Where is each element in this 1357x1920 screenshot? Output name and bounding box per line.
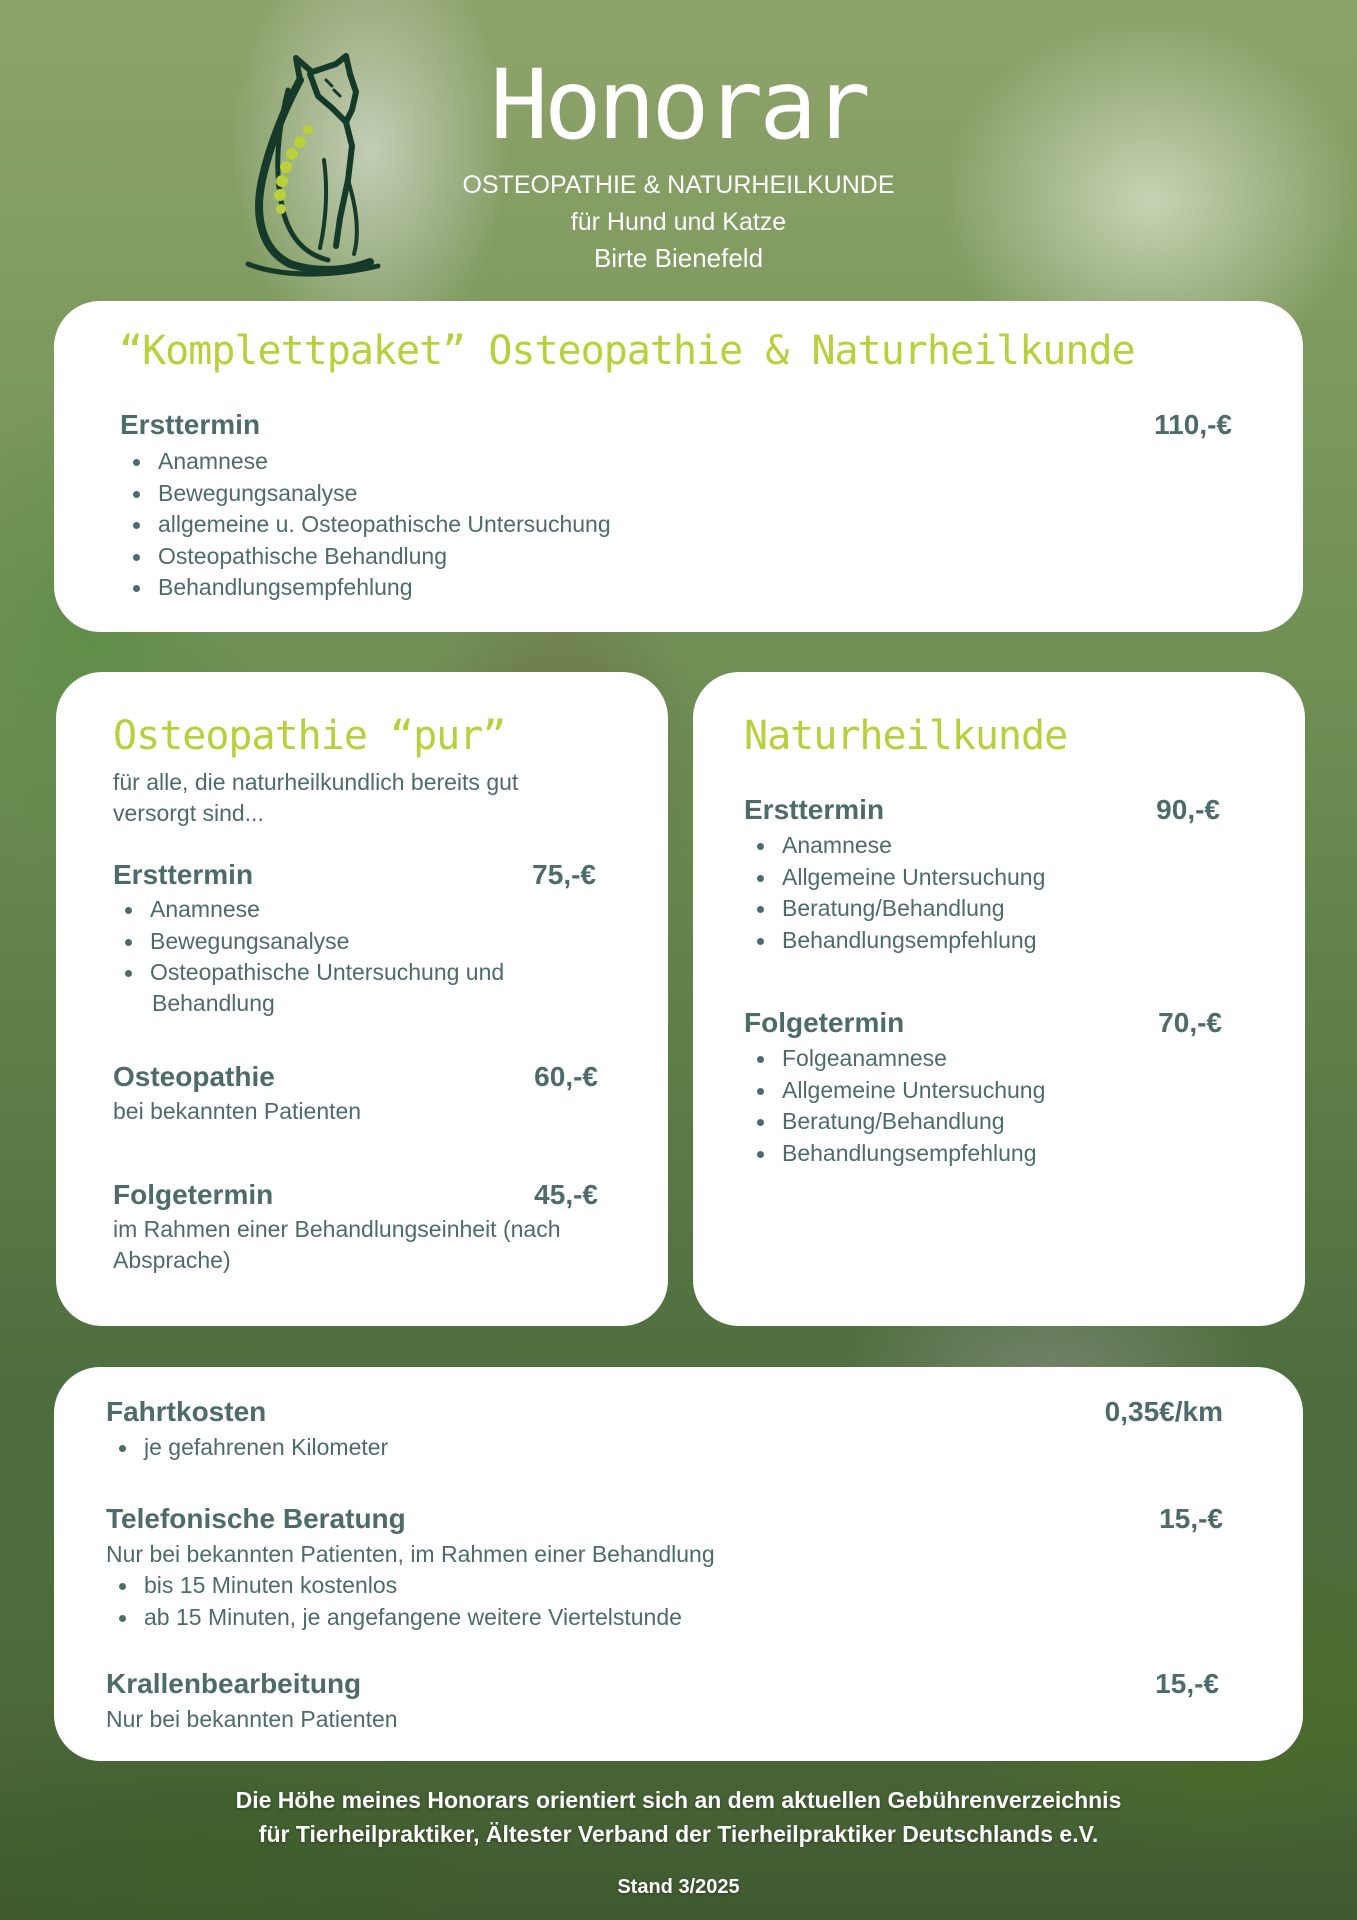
osteo-ersttermin-price: 75,-€ [532,859,596,890]
komplett-ersttermin-label: Ersttermin [120,409,261,440]
krallen-price: 15,-€ [1155,1668,1219,1699]
natur-ersttermin-price: 90,-€ [1156,794,1220,825]
list-item: bis 15 Minuten kostenlos [106,1570,682,1602]
osteo-ersttermin-list [112,894,504,989]
naturheilkunde-title: Naturheilkunde [744,713,1068,759]
list-item: Beratung/Behandlung [744,893,1045,925]
osteo-intro-line-1: für alle, die naturheilkundlich bereits gut [113,769,519,795]
naturheilkunde-card [693,672,1305,1326]
list-item: allgemeine u. Osteopathische Untersuchung [120,509,611,541]
extras-card [54,1367,1303,1761]
telefon-list [106,1570,682,1633]
telefon-price: 15,-€ [1159,1503,1223,1534]
list-item: Behandlungsempfehlung [120,572,611,604]
natur-folgetermin-price: 70,-€ [1158,1007,1222,1038]
list-item: ab 15 Minuten, je angefangene weitere Viertelstunde [106,1602,682,1634]
osteopathie-pur-title: Osteopathie “pur” [113,713,506,759]
natur-ersttermin-list [744,830,1045,956]
footer-stand: Stand 3/2025 [617,1876,740,1898]
list-item: Anamnese [744,830,1045,862]
osteo-osteopathie-price: 60,-€ [534,1061,598,1092]
footer-line-2: für Tierheilpraktiker, Ältester Verband der Tierheilpraktiker Deutschlands e.V. [258,1821,1099,1847]
krallen-label: Krallenbearbeitung [106,1668,362,1699]
komplettpaket-title: “Komplettpaket” Osteopathie & Naturheilkunde [119,328,1135,374]
osteo-folgetermin-note-2: Absprache) [113,1247,231,1273]
page-tagline: für Hund und Katze [570,208,787,236]
list-item: Anamnese [120,446,611,478]
list-item: Folgeanamnese [744,1043,1045,1075]
osteo-ersttermin-list-continuation: Behandlung [152,990,275,1016]
list-item: Allgemeine Untersuchung [744,862,1045,894]
telefon-label: Telefonische Beratung [106,1503,406,1534]
komplettpaket-card [54,301,1303,632]
osteo-folgetermin-price: 45,-€ [534,1179,598,1210]
list-item: Allgemeine Untersuchung [744,1075,1045,1107]
osteo-folgetermin-label: Folgetermin [113,1179,274,1210]
fahrtkosten-label: Fahrtkosten [106,1396,267,1427]
list-item: Bewegungsanalyse [112,926,504,958]
osteo-folgetermin-note-1: im Rahmen einer Behandlungseinheit (nach [113,1216,561,1242]
list-item: Behandlungsempfehlung [744,925,1045,957]
osteo-osteopathie-label: Osteopathie [113,1061,275,1092]
author-name: Birte Bienefeld [593,243,764,273]
list-item: Behandlungsempfehlung [744,1138,1045,1170]
osteo-intro-line-2: versorgt sind... [113,800,264,826]
fahrtkosten-list [106,1432,388,1464]
page-title: Honorar [490,49,867,161]
natur-ersttermin-label: Ersttermin [744,794,885,825]
list-item: Beratung/Behandlung [744,1106,1045,1138]
page-subtitle: OSTEOPATHIE & NATURHEILKUNDE [462,171,895,199]
list-item: Osteopathische Behandlung [120,541,611,573]
fahrtkosten-price: 0,35€/km [1104,1396,1223,1427]
krallen-note: Nur bei bekannten Patienten [106,1706,398,1732]
natur-folgetermin-list [744,1043,1045,1169]
list-item: Osteopathische Untersuchung und [112,957,504,989]
osteo-osteopathie-note: bei bekannten Patienten [113,1098,362,1124]
list-item: Bewegungsanalyse [120,478,611,510]
komplett-ersttermin-list [120,446,611,604]
komplett-ersttermin-price: 110,-€ [1154,409,1232,440]
list-item: je gefahrenen Kilometer [106,1432,388,1464]
telefon-note: Nur bei bekannten Patienten, im Rahmen einer Behandlung [106,1541,715,1567]
list-item: Anamnese [112,894,504,926]
natur-folgetermin-label: Folgetermin [744,1007,905,1038]
footer-line-1: Die Höhe meines Honorars orientiert sich an dem aktuellen Gebührenverzeichnis [235,1787,1122,1813]
osteopathie-pur-card [56,672,668,1326]
osteo-ersttermin-label: Ersttermin [113,859,254,890]
